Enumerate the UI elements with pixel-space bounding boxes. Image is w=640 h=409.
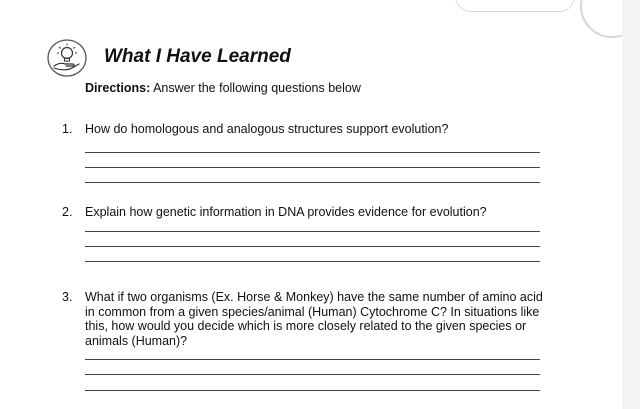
directions-label: Directions: [85, 81, 151, 95]
answer-line[interactable] [85, 390, 540, 391]
answer-line[interactable] [85, 261, 540, 262]
answer-line[interactable] [85, 152, 540, 153]
answer-line[interactable] [85, 246, 540, 247]
directions-text: Answer the following questions below [153, 81, 361, 95]
question-number: 1. [62, 122, 73, 136]
page-side-strip [622, 0, 640, 409]
question-number: 3. [62, 290, 73, 304]
question-number: 2. [62, 205, 73, 219]
top-toolbar-pill [455, 0, 575, 12]
answer-line[interactable] [85, 231, 540, 232]
question-text: How do homologous and analogous structures support evolution? [85, 122, 449, 136]
question-text: What if two organisms (Ex. Horse & Monkey) have the same number of amino acid in common from a given species/animal (Human) Cytochrome C? In situations like this, how would you decide which is more closely related to the given species or animals (Human)? [85, 290, 543, 348]
lightbulb-hand-icon [46, 37, 88, 79]
answer-line[interactable] [85, 167, 540, 168]
answer-line[interactable] [85, 182, 540, 183]
question-text: Explain how genetic information in DNA provides evidence for evolution? [85, 205, 487, 219]
section-title: What I Have Learned [104, 46, 291, 67]
answer-line[interactable] [85, 374, 540, 375]
directions-line [85, 81, 361, 95]
answer-line[interactable] [85, 359, 540, 360]
